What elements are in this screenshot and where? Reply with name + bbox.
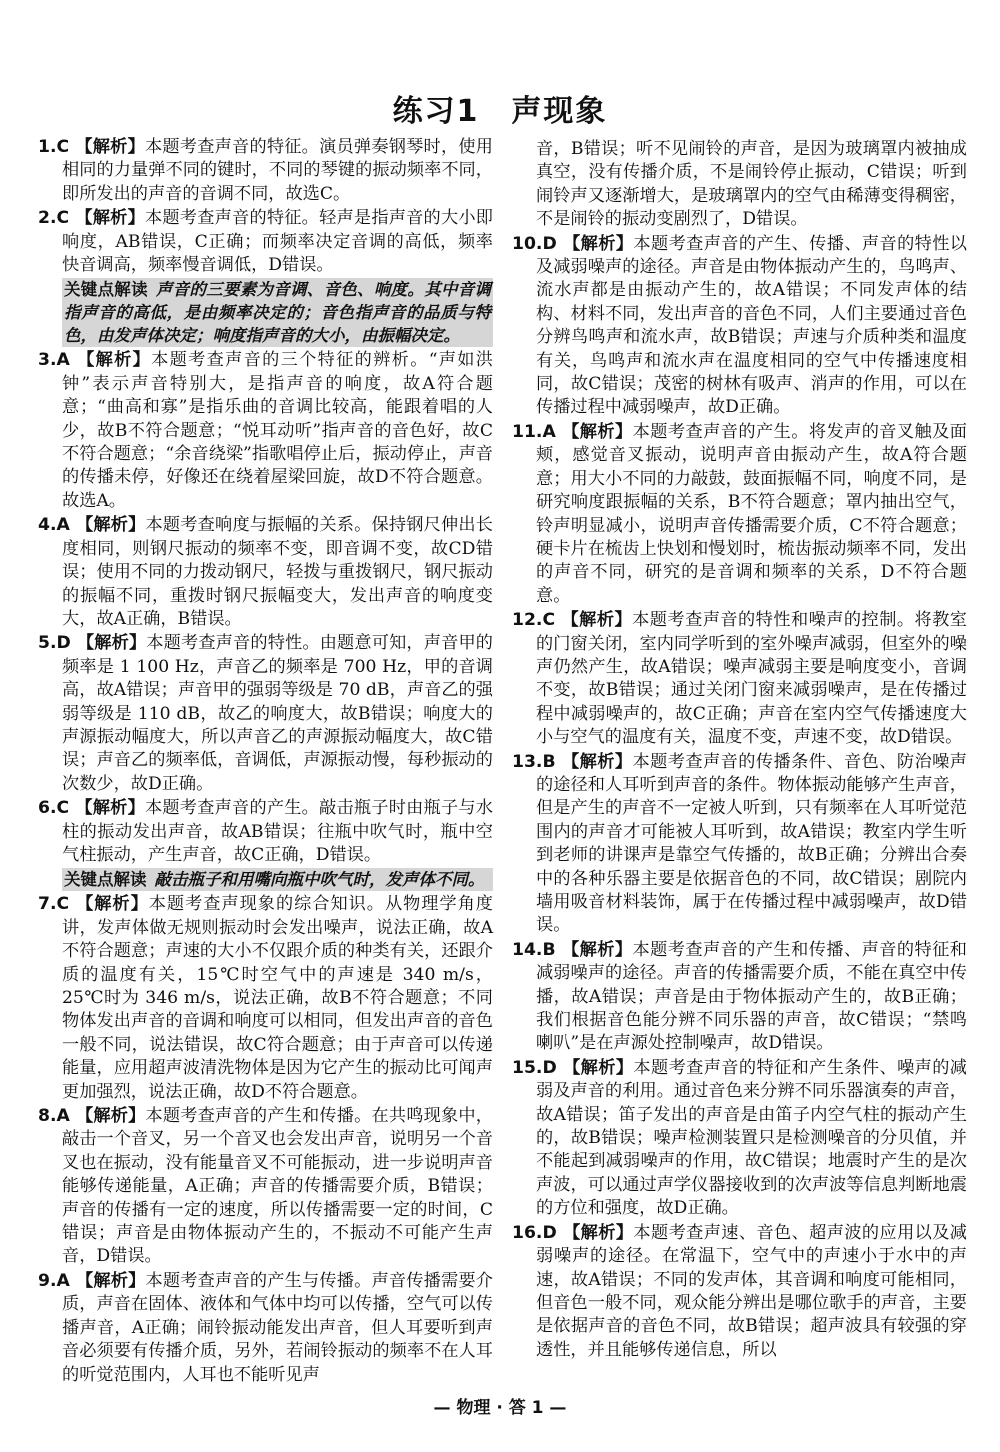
answer-item (38, 632, 493, 796)
analysis-tag: 【解析】 (75, 515, 146, 536)
answer-text: 本题考查声音的产生和传播。在共鸣现象中，敲击一个音叉，另一个音叉也会发出声音，说明另一个音叉也在振动，没有能量音叉不可能振动，进一步说明声音能够传递能量，A正确；声音的传播需要介质，B错误；声音的传播有一定的速度，所以传播需要一定的时间，C错误；声音是由物体振动产生的，不振动不可能产生声音，D错误。 (62, 1106, 493, 1267)
answer-text: 本题考查声音的产生和传播、声音的特征和减弱噪声的途径。声音的传播需要介质，不能在真空中传播，故A错误；声音是由于物体振动产生的，故B正确；我们根据音色能分辨不同乐器的声音，故C错误；“禁鸣喇叭”是在声源处控制噪声，故D错误。 (536, 939, 967, 1054)
answer-item (512, 939, 967, 1056)
analysis-tag: 【解析】 (75, 1270, 146, 1291)
answer-text: 本题考查声音的特性。由题意可知，声音甲的频率是 1 100 Hz，声音乙的频率是 700 Hz，甲的音调高，故A错误；声音甲的强弱等级是 70 dB，声音乙的强弱等级是 110 dB，故乙的响度大，故B错误；响度大的声源振动幅度大，所以声音乙的声源振动幅度大，故C错误；声音乙的频率低，音调低，声源振动慢，每秒振动的次数少，故D正确。 (62, 633, 493, 794)
answer-number: 3.A (38, 350, 70, 371)
analysis-tag: 【解析】 (75, 894, 149, 915)
answer-item (512, 421, 967, 608)
answer-text: 本题考查声音的产生与传播。声音传播需要介质，声音在固体、液体和气体中均可以传播，空气可以传播声音，A正确；闹铃振动能发出声音，但人耳要听到声音必须要有传播介质，另外，若闹铃振动的频率不在人耳的听觉范围内，人耳也不能听见声 (62, 1270, 493, 1385)
answer-item (512, 751, 967, 938)
answer-number: 9.A (38, 1270, 70, 1291)
answer-text: 本题考查声音的传播条件、音色、防治噪声的途径和人耳听到声音的条件。物体振动能够产生声音，但是产生的声音不一定被人听到，只有频率在人耳听觉范围内的声音才可能被人耳听到，故A错误；教室内学生听到老师的讲课声是靠空气传播的，故B正确；分辨出合奏中的各种乐器主要是依据音色的不同，故C错误；剧院内墙用吸音材料装饰，属于在传播过程中减弱噪声，故D错误。 (536, 751, 967, 936)
page-title: 练习1 声现象 (392, 94, 608, 129)
answer-number: 13.B (512, 751, 556, 772)
continued-text: 音，B错误；听不见闹铃的声音，是因为玻璃罩内被抽成真空，没有传播介质，不是闹铃停止振动，C错误；听到闹铃声又逐渐增大，是玻璃罩内的空气由稀薄变得稠密，不是闹铃的振动变剧烈了，D错误。 (536, 139, 967, 230)
answer-item (512, 1057, 967, 1221)
analysis-tag: 【解析】 (561, 421, 633, 442)
key-point-text: 声音的三要素为音调、音色、响度。其中音调指声音的高低，是由频率决定的；音色指声音的品质与特色，由发声体决定；响度指声音的大小，由振幅决定。 (64, 280, 492, 346)
answer-item (512, 233, 967, 420)
analysis-tag: 【解析】 (75, 350, 152, 371)
analysis-tag: 【解析】 (75, 137, 145, 157)
analysis-tag: 【解析】 (561, 939, 633, 960)
answer-text: 本题考查声音的特征。演员弹奏钢琴时，使用相同的力量弹不同的键时，不同的琴键的振动频率不同，即所发出的声音的音调不同，故选C。 (62, 137, 493, 204)
answer-item (38, 1105, 493, 1269)
answer-number: 12.C (512, 610, 556, 631)
answer-item (38, 893, 493, 1104)
answer-number: 8.A (38, 1106, 70, 1127)
answer-number: 11.A (512, 421, 556, 442)
analysis-tag: 【解析】 (562, 233, 634, 254)
answer-text: 本题考查声音的特性和噪声的控制。将教室的门窗关闭，室内同学听到的室外噪声减弱，但室外的噪声仍然产生，故A错误；噪声减弱主要是响度变小，音调不变，故B错误；通过关闭门窗来减弱噪声，是在传播过程中减弱噪声的，故C正确；声音在室内空气传播速度大小与空气的温度有关，温度不变，声速不变，故D错误。 (536, 610, 967, 748)
answer-number: 2.C (38, 208, 70, 229)
answer-number: 14.B (512, 939, 556, 960)
answer-number: 7.C (38, 894, 70, 915)
analysis-tag: 【解析】 (75, 1106, 146, 1127)
answer-item (38, 1270, 493, 1387)
answer-number: 1.C (38, 137, 70, 157)
answer-item (38, 349, 493, 513)
answer-text: 本题考查声音的产生。敲击瓶子时由瓶子与水柱的振动发出声音，故AB错误；往瓶中吹气时，瓶中空气柱振动，产生声音，故C正确，D错误。 (62, 798, 493, 865)
analysis-tag: 【解析】 (75, 798, 145, 819)
analysis-tag: 【解析】 (75, 208, 145, 229)
answer-item (38, 797, 493, 867)
answer-item (38, 207, 493, 277)
answer-text: 本题考查声现象的综合知识。从物理学角度讲，发声体做无规则振动时会发出噪声，说法正确，故A不符合题意；声速的大小不仅跟介质的种类有关，还跟介质的温度有关，15℃时空气中的声速是 340 m/s，25℃时为 346 m/s，说法正确，故B不符合题意；不同物体发出声音的音调和响度可以相同，但发出声音的音色一般不同，说法错误，故C符合题意；由于声音可以传递能量，应用超声波清洗物体是因为它产生的振动比可闻声更加强烈，说法正确，故D不符合题意。 (62, 894, 493, 1102)
key-point-label: 关键点解读 (64, 280, 148, 300)
answer-text: 本题考查声音的产生。将发声的音叉触及面颊，感觉音叉振动，说明声音由振动产生，故A符合题意；用大小不同的力敲鼓，鼓面振幅不同，响度不同，是研究响度跟振幅的关系，B不符合题意；罩内抽出空气，铃声明显减小，说明声音传播需要介质，C不符合题意；硬卡片在梳齿上快划和慢划时，梳齿振动频率不同，发出的声音不同，研究的是音调和频率的关系，D不符合题意。 (536, 421, 967, 606)
answer-item (38, 136, 493, 206)
key-point-box (62, 278, 493, 347)
answer-text: 本题考查声音的特征和产生条件、噪声的减弱及声音的利用。通过音色来分辨不同乐器演奏的声音，故A错误；笛子发出的声音是由笛子内空气柱的振动产生的，故B错误；噪声检测装置只是检测噪音的分贝值，并不能起到减弱噪声的作用，故C错误；地震时产生的是次声波，可以通过声学仪器接收到的次声波等信息判断地震的方位和强度，故D正确。 (536, 1057, 967, 1219)
answer-number: 15.D (512, 1057, 557, 1078)
right-column (512, 138, 967, 1363)
answer-item (512, 609, 967, 749)
left-column (38, 136, 493, 1388)
analysis-tag: 【解析】 (562, 1222, 634, 1243)
answer-text: 本题考查声音的产生、传播、声音的特性以及减弱噪声的途径。声音是由物体振动产生的，鸟鸣声、流水声都是由振动产生的，故A错误；不同发声体的结构、材料不同，发出声音的音色不同，人们主要通过音色分辨鸟鸣声和流水声，故B错误；声速与介质种类和温度有关，鸟鸣声和流水声在温度相同的空气中传播速度相同，故C错误；茂密的树林有吸声、消声的作用，可以在传播过程中减弱噪声，故D正确。 (536, 233, 967, 418)
analysis-tag: 【解析】 (562, 1057, 634, 1078)
answer-item (38, 514, 493, 631)
key-point-label: 关键点解读 (64, 870, 147, 890)
key-point-box (62, 868, 493, 891)
key-point-text: 敲击瓶子和用嘴向瓶中吹气时，发声体不同。 (154, 870, 485, 890)
analysis-tag: 【解析】 (76, 633, 147, 654)
answer-text: 本题考查声音的特征。轻声是指声音的大小即响度，AB错误，C正确；而频率决定音调的高低，频率快音调高，频率慢音调低，D错误。 (62, 208, 493, 276)
answer-number: 6.C (38, 798, 70, 819)
answer-number: 4.A (38, 515, 70, 536)
answer-number: 16.D (512, 1222, 557, 1243)
page-footer: — 物理 · 答 1 — (433, 1398, 567, 1418)
answer-text: 本题考查响度与振幅的关系。保持钢尺伸出长度相同，则钢尺振动的频率不变，即音调不变，故CD错误；使用不同的力拨动钢尺，轻拨与重拨钢尺，钢尺振动的振幅不同，重拨时钢尺振幅变大，发出声音的响度变大，故A正确，B错误。 (62, 515, 493, 629)
answer-number: 5.D (38, 633, 71, 654)
answer-text: 本题考查声速、音色、超声波的应用以及减弱噪声的途径。在常温下，空气中的声速小于水中的声速，故A错误；不同的发声体，其音调和响度可能相同，但音色一般不同，观众能分辨出是哪位歌手的声音，主要是依据声音的音色不同，故B错误；超声波具有较强的穿透性，并且能够传递信息，所以 (536, 1222, 967, 1360)
answer-text: 本题考查声音的三个特征的辨析。“声如洪钟”表示声音特别大，是指声音的响度，故A符合题意；“曲高和寡”是指乐曲的音调比较高，能跟着唱的人少，故B不符合题意；“悦耳动听”指声音的音色好，故C不符合题意；“余音绕梁”指歌唱停止后，振动停止，声音的传播未停，好像还在绕着屋梁回旋，故D不符合题意。故选A。 (62, 350, 493, 511)
analysis-tag: 【解析】 (561, 610, 633, 631)
answer-item (512, 1222, 967, 1362)
answer-number: 10.D (512, 233, 557, 254)
analysis-tag: 【解析】 (561, 751, 633, 772)
